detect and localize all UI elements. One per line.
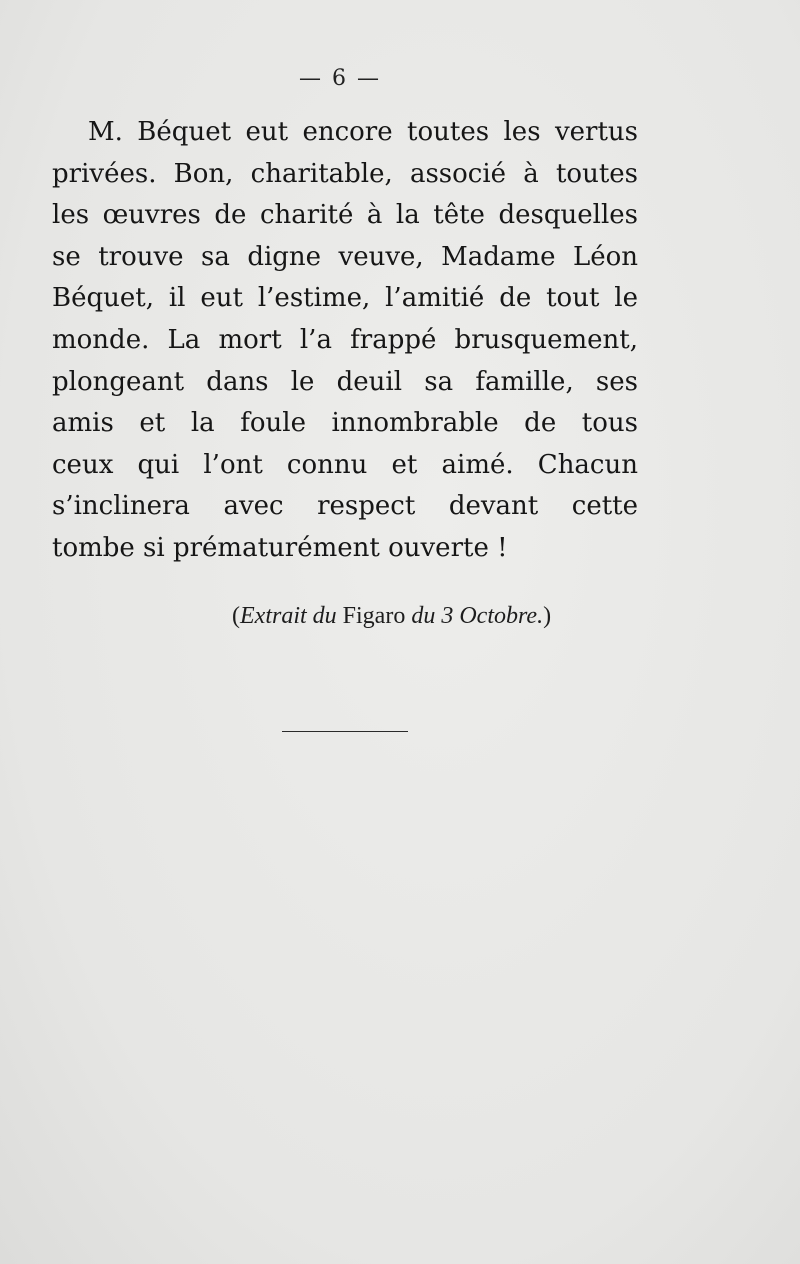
paragraph-line: monde. La mort l’a frappé brusquement, (52, 324, 638, 355)
paragraph-line: amis et la foule innombrable de tous (52, 408, 638, 439)
citation-date: du 3 Octobre. (411, 603, 544, 629)
citation-open-paren: ( (232, 603, 240, 629)
paragraph-line: M. Béquet eut encore toutes les vertus (88, 117, 638, 147)
page-number: — 6 — (299, 66, 381, 91)
paragraph-line: s’inclinera avec respect devant cette (52, 491, 638, 522)
paragraph-line: tombe si prématurément ouverte ! (52, 532, 508, 563)
citation-journal: Figaro (342, 603, 406, 629)
paragraph-line: les œuvres de charité à la tête desquelles (52, 200, 638, 231)
citation-close-paren: ) (543, 603, 552, 629)
section-divider (282, 731, 408, 732)
source-citation (232, 603, 632, 630)
paragraph-line: ceux qui l’ont connu et aimé. Chacun (52, 449, 638, 480)
body-paragraph (52, 112, 638, 570)
citation-extrait: Extrait du (240, 603, 337, 629)
paragraph-line: plongeant dans le deuil sa famille, ses (52, 366, 638, 397)
paragraph-line: privées. Bon, charitable, associé à toutes (52, 158, 638, 189)
paragraph-line: se trouve sa digne veuve, Madame Léon (52, 241, 638, 272)
paragraph-line: Béquet, il eut l’estime, l’amitié de tout le (52, 283, 638, 314)
